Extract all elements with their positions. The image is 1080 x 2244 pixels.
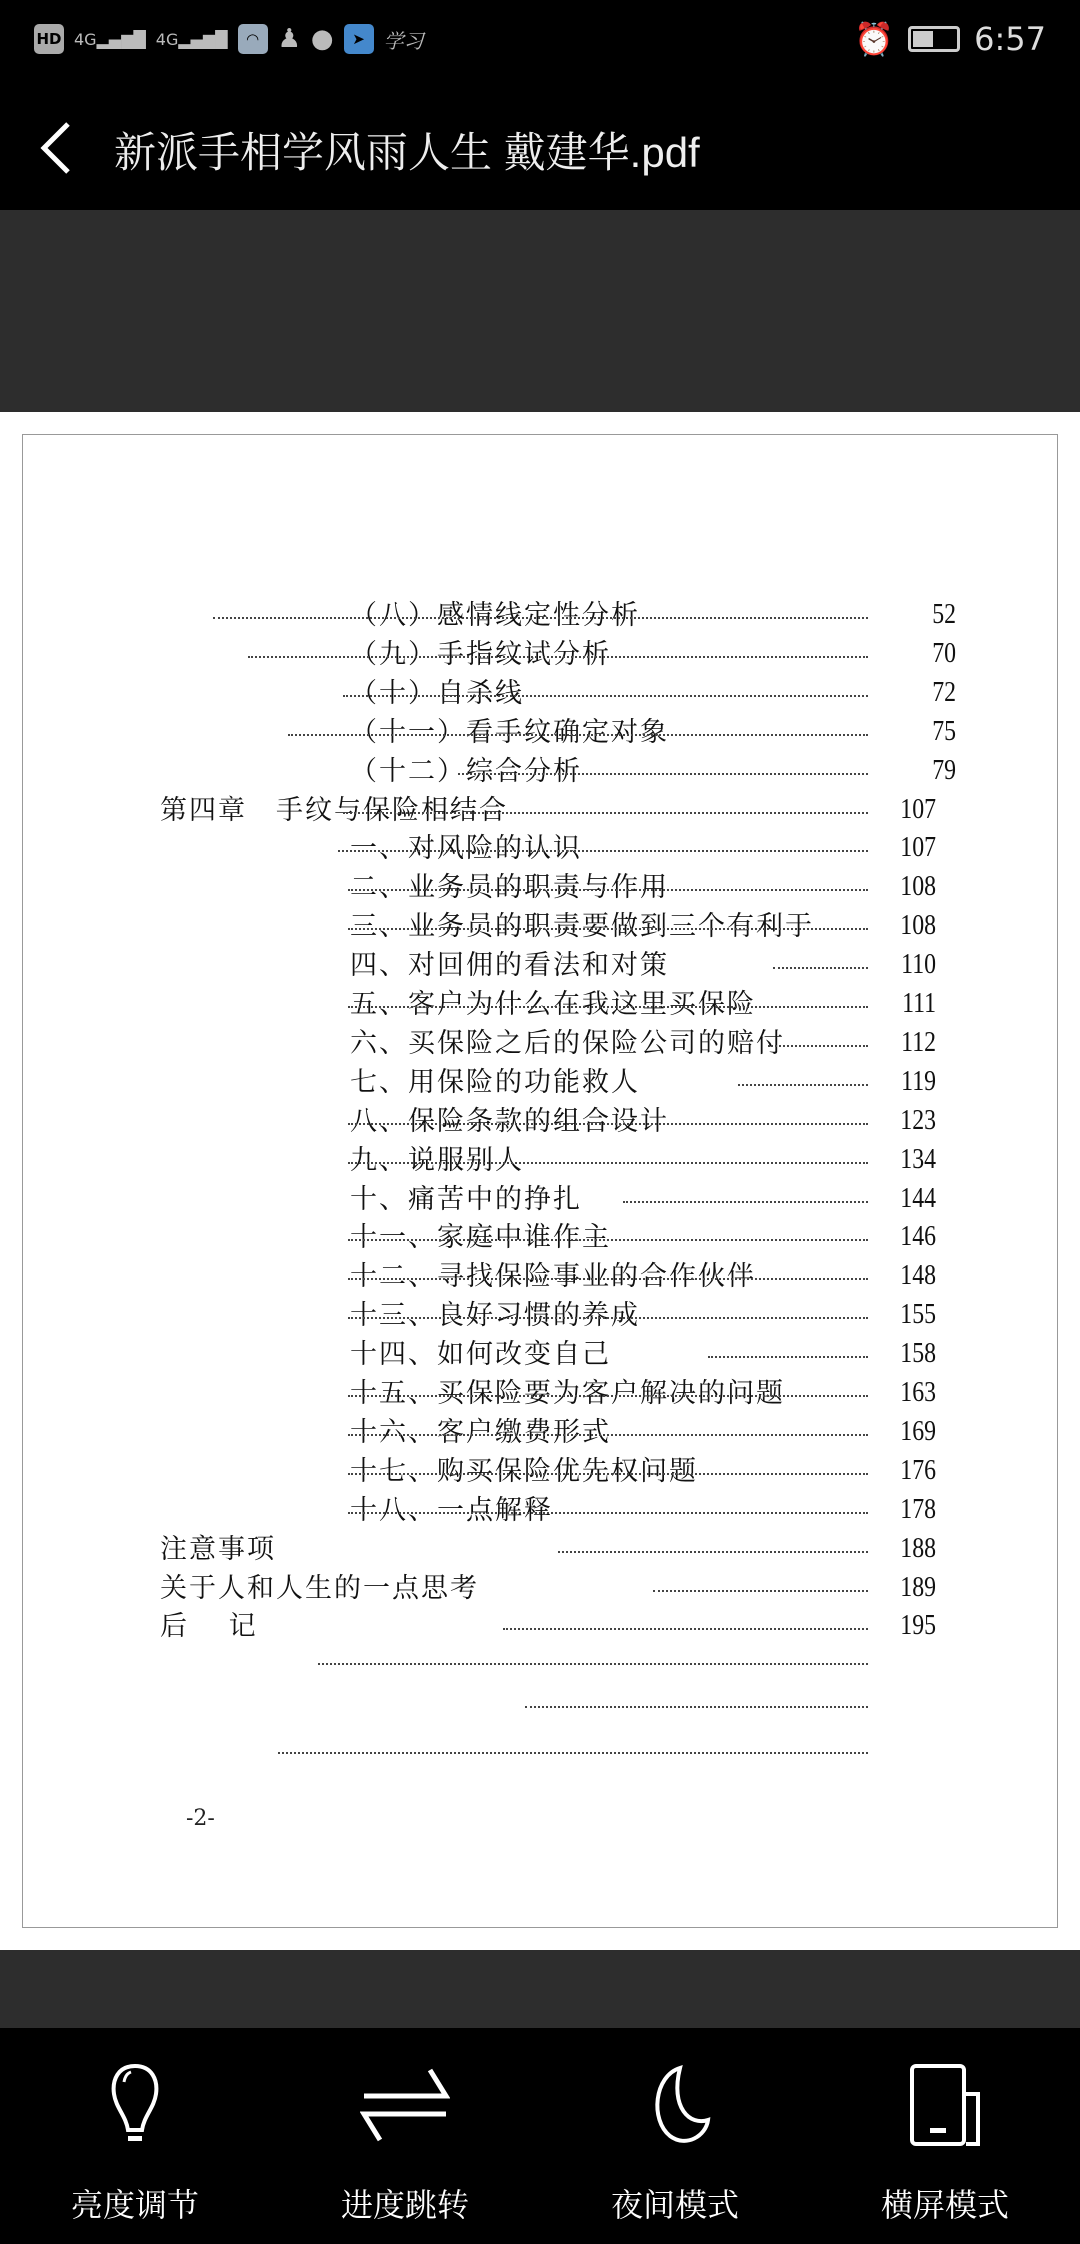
toc-entry-page: 70 (932, 637, 956, 669)
toc-entry-title: 十七、购买保险优先权问题 (350, 1455, 698, 1487)
toc-entry-title: 二、业务员的职责与作用 (350, 872, 669, 904)
toc-entry-page: 123 (900, 1104, 936, 1136)
toc-entry-title: 十三、良好习惯的养成 (350, 1300, 640, 1332)
dotted-leader (348, 1278, 868, 1280)
progress-jump-button[interactable] (270, 2028, 540, 2244)
toc-entry-title: （十二）综合分析 (350, 755, 582, 787)
dotted-leader (288, 734, 868, 736)
dotted-leader (348, 1239, 868, 1241)
dotted-leader (213, 617, 868, 619)
toc-entry-page: 108 (900, 910, 936, 942)
toc-entry[interactable] (0, 1332, 1080, 1370)
clock: 6:57 (974, 20, 1046, 58)
qq-icon: ♟ (277, 24, 301, 54)
toc-entry[interactable] (0, 593, 1080, 631)
dotted-leader (343, 812, 868, 814)
toc-entry-page: 163 (900, 1377, 936, 1408)
toc-entry-page: 169 (900, 1415, 936, 1447)
dotted-leader (768, 1045, 868, 1047)
toc-entry[interactable] (0, 710, 1080, 748)
toc-entry-title: 七、用保险的功能救人 (350, 1066, 640, 1098)
toc-entry[interactable] (0, 826, 1080, 864)
toc-entry[interactable] (0, 1566, 1080, 1604)
alarm-icon: ⏰ (854, 20, 895, 58)
toc-entry-title: 四、对回佣的看法和对策 (350, 950, 669, 982)
battery-icon (908, 26, 960, 52)
toc-entry-title: （八）感情线定性分析 (350, 600, 640, 631)
toc-entry-page: 72 (932, 676, 956, 708)
toc-entry-page: 107 (900, 793, 936, 825)
toc-entry[interactable] (0, 1371, 1080, 1409)
toc-entry-page: 158 (900, 1338, 936, 1370)
toc-entry-page: 111 (902, 988, 936, 1019)
toc-entry-title: 后 记 (160, 1611, 258, 1643)
dotted-leader (348, 1162, 868, 1164)
dotted-leader (708, 1356, 868, 1358)
toc-entry-title: 十四、如何改变自己 (350, 1339, 611, 1371)
toc-entry[interactable] (0, 632, 1080, 670)
night-mode-button[interactable] (540, 2028, 810, 2244)
dotted-leader (458, 773, 868, 775)
toc-entry[interactable] (0, 1293, 1080, 1331)
toc-entry-page: 75 (932, 715, 956, 747)
toc-entry-page: 148 (900, 1260, 936, 1292)
brightness-label: 亮度调节 (70, 2186, 199, 2224)
chat-icon: ● (310, 24, 334, 54)
toc-entry-title: 六、买保险之后的保险公司的赔付 (350, 1027, 785, 1059)
dotted-leader (503, 1628, 868, 1630)
toc-entry[interactable] (0, 788, 1080, 826)
toc-entry-title: 注意事项 (160, 1533, 276, 1565)
toc-entry-page: 155 (900, 1299, 936, 1331)
dotted-leader (348, 1006, 868, 1008)
toc-entry[interactable] (0, 1099, 1080, 1137)
toc-entry-title: 十五、买保险要为客户解决的问题 (350, 1378, 785, 1409)
maps-icon: ➤ (344, 24, 374, 54)
progress-jump-label: 进度跳转 (340, 2186, 469, 2224)
toc-entry[interactable] (0, 904, 1080, 942)
rotate-screen-icon (900, 2060, 990, 2150)
toc-entry-title: 第四章 手纹与保险相结合 (160, 794, 508, 826)
dotted-leader (348, 1395, 868, 1397)
document-title: 新派手相学风雨人生 戴建华.pdf (114, 129, 700, 176)
dotted-leader (348, 1473, 868, 1475)
toc-entry-page: 176 (900, 1454, 936, 1486)
viewer-background (0, 1950, 1080, 2028)
toc-entry[interactable] (0, 1138, 1080, 1176)
toc-entry[interactable] (0, 749, 1080, 787)
dotted-leader (738, 1084, 868, 1086)
lightbulb-icon (90, 2060, 180, 2150)
browser-icon: ◠ (238, 24, 268, 54)
dotted-leader (525, 1706, 868, 1708)
dotted-leader (318, 1663, 868, 1665)
toc-entry-page: 107 (900, 832, 936, 864)
toc-entry-title: 关于人和人生的一点思考 (160, 1572, 479, 1604)
4g-signal-icon: 4G▂▄▆█ (74, 29, 146, 49)
back-arrow-icon[interactable] (38, 120, 74, 176)
toc-entry-page: 110 (901, 949, 936, 981)
toc-entry-page: 52 (932, 599, 956, 630)
toc-entry-title: 八、保险条款的组合设计 (350, 1105, 669, 1137)
brightness-button[interactable] (0, 2028, 270, 2244)
dotted-leader (348, 1123, 868, 1125)
dotted-leader (773, 967, 868, 969)
toc-entry[interactable] (0, 1410, 1080, 1448)
toc-entry[interactable] (0, 943, 1080, 981)
dotted-leader (278, 1752, 868, 1754)
toc-entry-page: 144 (900, 1182, 936, 1214)
dotted-leader (348, 928, 868, 930)
dotted-leader (653, 1590, 868, 1592)
toc-entry-title: 一、对风险的认识 (350, 833, 582, 865)
dotted-leader (348, 1434, 868, 1436)
toc-entry-title: 五、客户为什么在我这里买保险 (350, 989, 756, 1020)
toc-entry[interactable] (0, 1060, 1080, 1098)
dotted-leader (558, 1551, 868, 1553)
swap-arrows-icon (360, 2060, 450, 2150)
moon-icon (630, 2060, 720, 2150)
toc-entry-title: 九、说服别人 (350, 1144, 524, 1176)
toc-entry-page: 108 (900, 871, 936, 903)
toc-entry-page: 134 (900, 1143, 936, 1175)
toc-entry-title: 十、痛苦中的挣扎 (350, 1183, 582, 1215)
toc-entry[interactable] (0, 982, 1080, 1020)
toc-entry-page: 188 (900, 1532, 936, 1564)
toc-entry[interactable] (0, 1449, 1080, 1487)
dotted-leader (348, 1317, 868, 1319)
dotted-leader (248, 656, 868, 658)
toc-entry-page: 112 (901, 1026, 936, 1058)
toc-entry[interactable] (0, 1177, 1080, 1215)
page-number: -2- (186, 1806, 215, 1831)
toc-entry-title: 三、业务员的职责要做到三个有利于 (350, 911, 814, 943)
viewer-background (0, 210, 1080, 412)
toc-entry-title: 十一、家庭中谁作主 (350, 1222, 611, 1254)
toc-entry[interactable] (0, 1215, 1080, 1253)
landscape-mode-label: 横屏模式 (880, 2186, 1009, 2224)
toc-entry[interactable] (0, 1021, 1080, 1059)
toc-entry-page: 178 (900, 1493, 936, 1525)
toc-entry[interactable] (0, 1527, 1080, 1565)
toc-entry[interactable] (0, 1254, 1080, 1292)
app-header (0, 80, 1080, 210)
toc-entry[interactable] (0, 1604, 1080, 1642)
dotted-leader (623, 1201, 868, 1203)
toc-entry-page: 119 (901, 1065, 936, 1097)
toc-entry-title: 十六、客户缴费形式 (350, 1416, 611, 1448)
dotted-leader (343, 695, 868, 697)
toc-entry-page: 146 (900, 1221, 936, 1253)
toc-entry[interactable] (0, 671, 1080, 709)
toc-entry-page: 195 (900, 1610, 936, 1642)
hd-icon: HD (34, 24, 64, 54)
landscape-mode-button[interactable] (810, 2028, 1080, 2244)
toc-entry-title: 十八、一点解释 (350, 1494, 553, 1526)
toc-entry-title: （九）手指纹试分析 (350, 638, 611, 670)
toc-entry-page: 189 (900, 1571, 936, 1603)
toc-entry-title: （十一）看手纹确定对象 (350, 716, 669, 748)
toc-entry-title: （十）自杀线 (350, 677, 524, 709)
4g-signal-icon: 4G▂▄▆█ (155, 29, 228, 49)
toc-entry-page: 79 (932, 754, 956, 786)
dotted-leader (338, 850, 868, 852)
toc-entry-title: 十二、寻找保险事业的合作伙伴 (350, 1261, 756, 1293)
dotted-leader (348, 889, 868, 891)
night-mode-label: 夜间模式 (610, 2186, 739, 2224)
toc-entry[interactable] (0, 1488, 1080, 1526)
dotted-leader (348, 1512, 868, 1514)
toc-entry[interactable] (0, 865, 1080, 903)
status-bar (0, 0, 1080, 80)
bottom-toolbar (0, 2028, 1080, 2244)
status-text: 学习 (383, 28, 424, 53)
